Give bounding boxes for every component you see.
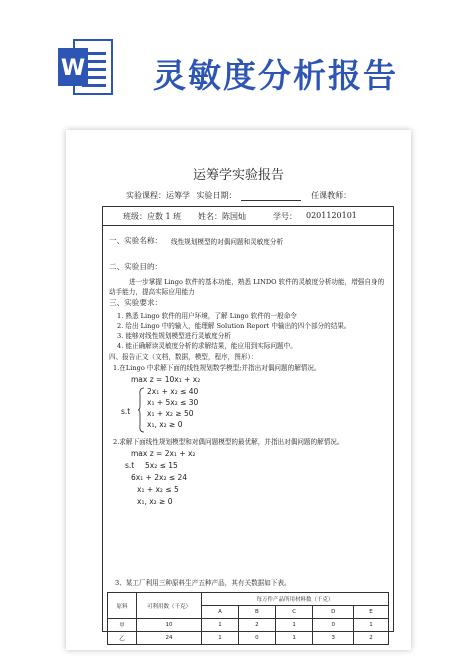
header-material: 原料	[108, 593, 137, 619]
model2-c3: x₁ + x₂ ≤ 5	[137, 485, 179, 494]
sec1-value: 线性规划模型的对偶问题和灵敏度分析	[171, 238, 284, 246]
model2-c4: x₁, x₂ ≥ 0	[137, 497, 173, 506]
model1-c2: x₁ + 5x₂ ≤ 30	[147, 398, 199, 407]
class-field: 班级：应数 1 班	[123, 212, 182, 221]
question-2: 2.求解下面线性规划模型和对偶问题模型的最优解，并指出对偶问题的解情况。	[113, 438, 344, 446]
sec3-label: 三、实验要求：	[109, 298, 163, 307]
model2-st: s.t	[125, 461, 135, 470]
teacher-field: 任课教师：	[311, 191, 352, 200]
model1-brace	[137, 387, 145, 433]
header-product-d: D	[313, 606, 354, 619]
cell-value: 2	[238, 619, 275, 632]
table-row	[108, 619, 389, 632]
sec2-line2: 动手能力，提高实际应用能力	[109, 288, 195, 296]
header-product-c: C	[275, 606, 312, 619]
model1-objective: max z = 10x₁ + x₂	[131, 375, 201, 384]
sec1-label: 一、实验名称：	[109, 236, 163, 245]
cell-available: 24	[137, 632, 202, 645]
cell-value: 1	[275, 632, 312, 645]
table-row	[108, 632, 389, 645]
name-field: 姓名：陈国灿	[198, 212, 246, 221]
model1-c1: 2x₁ + x₂ ≤ 40	[147, 387, 199, 396]
cell-value: 2	[354, 632, 389, 645]
header-available: 可利用数（千克）	[137, 593, 202, 619]
course-field: 实验课程：运筹学	[126, 191, 190, 200]
report-frame	[102, 206, 394, 642]
cell-value: 0	[313, 619, 354, 632]
document-page	[66, 130, 411, 650]
model1-c3: x₁ + x₂ ≥ 50	[147, 409, 194, 418]
header-per-unit: 每万件产品所用材料数（千克）	[202, 593, 389, 606]
model1-st: s.t	[121, 407, 131, 416]
banner-title: 灵敏度分析报告	[153, 56, 398, 95]
sec2-label: 二、实验目的：	[109, 262, 163, 271]
sec2-line1: 进一步掌握 Lingo 软件的基本功能，熟悉 LINDO 软件的灵敏度分析功能，增强自身的	[129, 278, 385, 286]
student-info-row	[103, 207, 393, 226]
student-id-value: 0201120101	[306, 211, 357, 220]
cell-value: 0	[238, 632, 275, 645]
logo-letter: W	[60, 56, 86, 81]
model2-c1: 5x₂ ≤ 15	[145, 461, 178, 470]
sec3-item-3: 3. 能够对线性规划模型进行灵敏度分析	[117, 332, 231, 340]
cell-value: 1	[354, 619, 389, 632]
question-3: 3、某工厂利用三种原料生产五种产品，其有关数据如下表。	[115, 579, 291, 587]
student-id-label: 学号：	[273, 212, 297, 221]
header-product-e: E	[354, 606, 389, 619]
model2-c2: 6x₁ + 2x₂ ≤ 24	[131, 473, 188, 482]
word-document-icon	[56, 38, 114, 96]
header-product-b: B	[238, 606, 275, 619]
model1-c4: x₁, x₂ ≥ 0	[147, 420, 183, 429]
sec3-item-1: 1. 熟悉 Lingo 软件的用户环境，了解 Lingo 软件的一般命令	[117, 312, 297, 320]
date-blank	[241, 192, 301, 201]
cell-value: 3	[313, 632, 354, 645]
date-field: 实验日期：	[196, 191, 237, 200]
cell-value: 1	[202, 632, 239, 645]
cell-material: 乙	[108, 632, 137, 645]
sec3-item-4: 4. 能正确解读灵敏度分析的求解结果，能应用到实际问题中。	[117, 342, 297, 350]
document-title: 运筹学实验报告	[192, 168, 284, 183]
banner	[0, 0, 474, 106]
header-product-a: A	[202, 606, 239, 619]
meta-line	[126, 190, 355, 201]
materials-table	[107, 592, 389, 645]
cell-value: 1	[202, 619, 239, 632]
model2-objective: max z = 2x₁ + x₂	[131, 449, 196, 458]
question-1: 1.在Lingo 中求解下面的线性规划数学模型;并指出对偶问题的解情况。	[113, 364, 321, 372]
cell-available: 10	[137, 619, 202, 632]
sec3-item-2: 2. 给出 Lingo 中的输入，能理解 Solution Report 中输出的四个部分的结果。	[117, 322, 351, 330]
cell-value: 1	[275, 619, 312, 632]
cell-material: 甲	[108, 619, 137, 632]
sec4-label: 四、报告正文（文档，数据，模型，程序，图形）：	[109, 353, 258, 361]
